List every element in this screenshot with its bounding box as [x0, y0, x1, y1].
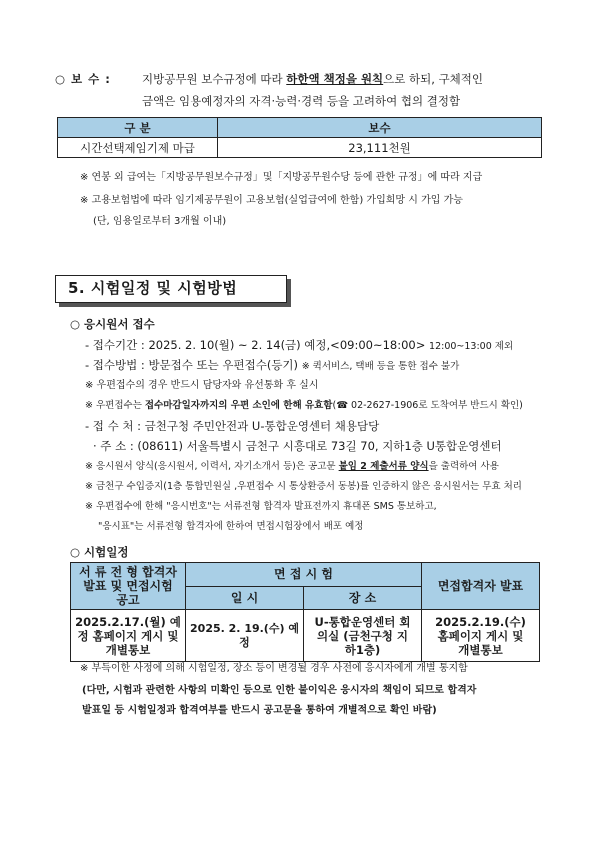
schedule-header-place: 장 소 [304, 586, 422, 610]
pay-note-insurance: ※ 고용보험법에 따라 임기제공무원이 고용보험(실업급여에 한함) 가입희망 시 가입 가능 [80, 195, 463, 206]
place-value: 금천구청 주민안전과 U-통합운영센터 채용담당 [144, 419, 380, 433]
pay-table-amount: 23,111천원 [218, 138, 542, 158]
pay-note-allowance: ※ 연봉 외 급여는「지방공무원보수규정」및「지방공무원수당 등에 관한 규정」에 따라 지급 [80, 172, 483, 183]
pay-table-col2-header: 보수 [218, 118, 542, 138]
form-note-emphasis: 붙임 2 제출서류 양식 [338, 461, 429, 472]
form-note [85, 459, 499, 475]
form-note-pre: ※ 응시원서 양식(응시원서, 이력서, 자기소개서 등)은 공고문 [85, 461, 339, 472]
application-method [85, 357, 459, 375]
pay-table-position: 시간선택제임기제 마급 [58, 138, 218, 158]
method-note: ※ 퀵서비스, 택배 등을 통한 접수 불가 [301, 361, 460, 372]
schedule-header-interview: 면 접 시 험 [186, 563, 422, 587]
pay-description-line1 [142, 71, 483, 87]
pay-description-line2: 금액은 임용예정자의 자격·능력·경력 등을 고려하여 협의 결정함 [142, 94, 461, 108]
fee-note: ※ 금천구 수입증지(1층 통합민원실 ,우편접수 시 통상환증서 동봉)를 인증하지 않은 응시원서는 무효 처리 [85, 481, 522, 492]
method-label: - 접수방법 : [85, 358, 145, 372]
period-lunch-note: 12:00~13:00 제외 [429, 341, 514, 352]
pay-table-header [58, 118, 542, 138]
schedule-table [70, 562, 540, 662]
period-label: - 접수기간 : [85, 338, 145, 352]
pay-line1-pre: 지방공무원 보수규정에 따라 [142, 72, 287, 86]
schedule-interview-place: U-통합운영센터 회의실 (금천구청 지하1층) [304, 610, 422, 662]
address-value: (08611) 서울특별시 금천구 시흥대로 73길 70, 지하1층 U통합운영센터 [137, 439, 502, 453]
schedule-row [71, 610, 540, 662]
pay-note-insurance-limit: (단, 임용일로부터 3개월 이내) [93, 216, 227, 227]
schedule-note-responsibility-line1: (다만, 시험과 관련한 사항의 미확인 등으로 인한 불이익은 응시자의 책임이 되므로 합격자 [82, 685, 477, 696]
sms-note-line1: ※ 우편접수에 한해 "응시번호"는 서류전형 합격자 발표전까지 휴대폰 SMS 통보하고, [85, 501, 437, 512]
schedule-final-result: 2025.2.19.(수) 홈페이지 게시 및 개별통보 [422, 610, 540, 662]
period-value: 2025. 2. 10(월) ~ 2. 14(금) 예정,<09:00~18:00> [148, 338, 426, 352]
mail-note2-pre: ※ 우편접수는 [85, 400, 145, 411]
pay-label: ○ 보 수 : [55, 72, 111, 86]
form-note-post: 을 출력하여 사용 [428, 461, 499, 472]
schedule-heading: ○ 시험일정 [70, 545, 129, 559]
pay-line1-emphasis: 하한액 책정을 원칙 [286, 72, 384, 86]
mail-note-postmark [85, 398, 523, 414]
place-label: - 접 수 처 : [85, 419, 141, 433]
schedule-interview-date: 2025. 2. 19.(수) 예정 [186, 610, 304, 662]
mail-note-call: ※ 우편접수의 경우 반드시 담당자와 유선통화 후 실시 [85, 380, 319, 391]
application-address [93, 438, 502, 454]
pay-line1-post: 으로 하되, 구체적인 [383, 72, 484, 86]
schedule-note-change: ※ 부득이한 사정에 의해 시험일정, 장소 등이 변경될 경우 사전에 응시자에게 개별 통지함 [80, 663, 468, 674]
schedule-header-date: 일 시 [186, 586, 304, 610]
schedule-header-final: 면접합격자 발표 [422, 563, 540, 610]
pay-table [57, 117, 542, 158]
pay-table-row [58, 138, 542, 158]
address-label: · 주 소 : [93, 439, 134, 453]
schedule-note-responsibility-line2: 발표일 등 시험일정과 합격여부를 반드시 공고문을 통하여 개별적으로 확인 바람) [82, 705, 437, 716]
section-5-title: 5. 시험일정 및 시험방법 [55, 275, 287, 303]
mail-note2-post: (☎ 02-2627-1906로 도착여부 반드시 확인) [332, 400, 523, 411]
schedule-header-doc: 서 류 전 형 합격자 발표 및 면접시험 공고 [71, 563, 186, 610]
pay-table-col1-header: 구 분 [58, 118, 218, 138]
application-heading: ○ 응시원서 접수 [70, 317, 155, 331]
method-value: 방문접수 또는 우편접수(등기) [148, 358, 299, 372]
schedule-doc-result: 2025.2.17.(월) 예정 홈페이지 게시 및 개별통보 [71, 610, 186, 662]
application-period [85, 337, 513, 355]
mail-note2-emphasis: 접수마감일자까지의 우편 소인에 한해 유효함 [144, 400, 333, 411]
sms-note-line2: "응시표"는 서류전형 합격자에 한하여 면접시험장에서 배포 예정 [98, 521, 364, 532]
application-place [85, 418, 379, 434]
